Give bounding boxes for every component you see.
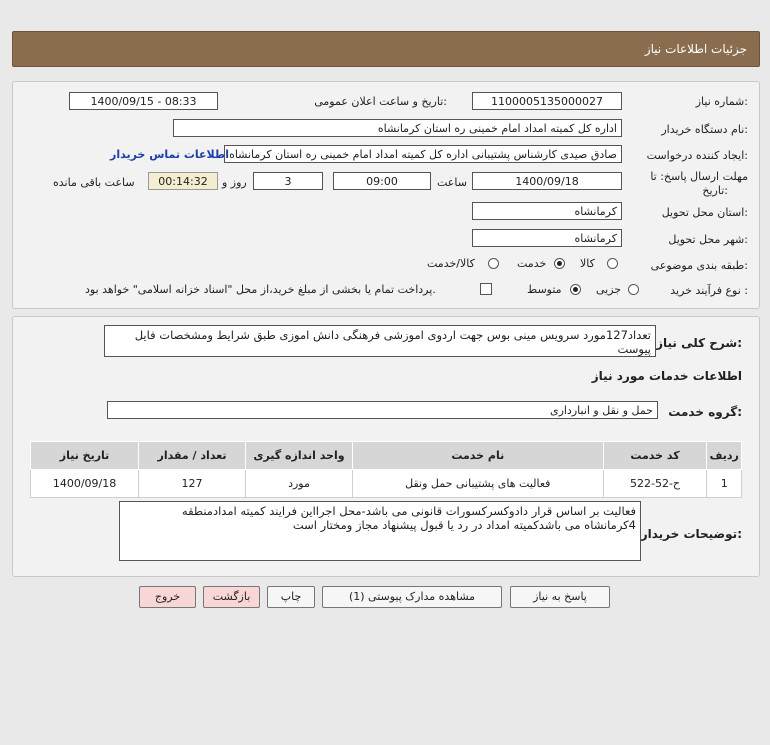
requester-field: صادق صیدی کارشناس پشتیبانی اداره کل کمیته امداد امام خمینی ره استان کرمانشاه bbox=[224, 145, 622, 163]
cell-qty: 127 bbox=[139, 470, 246, 498]
col-code-header: کد خدمت bbox=[603, 442, 707, 470]
treasury-note: پرداخت تمام یا بخشی از مبلغ خرید،از محل "اسناد خزانه اسلامی" خواهد بود. bbox=[85, 283, 436, 296]
col-unit-header: واحد اندازه گیری bbox=[246, 442, 353, 470]
cell-code: ح-52-522 bbox=[603, 470, 707, 498]
page-header bbox=[12, 31, 760, 67]
buyer-org-label: نام دستگاه خریدار: bbox=[661, 123, 748, 136]
summary-text bbox=[104, 325, 656, 357]
process-option-minor: جزیی bbox=[596, 283, 622, 296]
services-title: اطلاعات خدمات مورد نیاز bbox=[591, 369, 742, 383]
col-qty-header: تعداد / مقدار bbox=[139, 442, 246, 470]
buyer-org-field: اداره کل کمیته امداد امام خمینی ره استان کرمانشاه bbox=[173, 119, 622, 137]
days-label: روز و bbox=[222, 176, 247, 189]
reply-button[interactable]: پاسخ به نیاز bbox=[510, 586, 610, 608]
page-title: جزئیات اطلاعات نیاز bbox=[644, 42, 747, 56]
need-info-panel bbox=[12, 81, 760, 309]
category-label: طبقه بندی موضوعی: bbox=[650, 259, 748, 272]
col-date-header: تاریخ نیاز bbox=[31, 442, 139, 470]
exit-button[interactable]: خروج bbox=[139, 586, 196, 608]
buyer-contact-link[interactable]: اطلاعات تماس خریدار bbox=[110, 148, 230, 161]
col-name-header: نام خدمت bbox=[352, 442, 603, 470]
announce-datetime-field: 1400/09/15 - 08:33 bbox=[69, 92, 218, 110]
delivery-city-field: کرمانشاه bbox=[472, 229, 622, 247]
category-radio-goods[interactable] bbox=[607, 258, 618, 269]
view-attachments-button[interactable]: مشاهده مدارک پیوستی (1) bbox=[322, 586, 502, 608]
buyer-notes-label: توضیحات خریدار: bbox=[640, 527, 742, 541]
need-number-field: 1100005135000027 bbox=[472, 92, 622, 110]
summary-label: شرح کلی نیاز: bbox=[656, 336, 742, 350]
announce-label: تاریخ و ساعت اعلان عمومی: bbox=[314, 95, 447, 108]
buyer-notes-line2: 4کرمانشاه می باشدکمیته امداد در رد یا قبول پیشنهاد مجاز ومختار است bbox=[292, 518, 636, 532]
service-group-field: حمل و نقل و انبارداری bbox=[107, 401, 658, 419]
delivery-province-field: کرمانشاه bbox=[472, 202, 622, 220]
category-radio-service[interactable] bbox=[554, 258, 565, 269]
category-option-service: خدمت bbox=[517, 257, 547, 270]
requester-label: ایجاد کننده درخواست: bbox=[646, 149, 748, 162]
process-radio-medium[interactable] bbox=[570, 284, 581, 295]
need-number-label: شماره نیاز: bbox=[695, 95, 748, 108]
back-button[interactable]: بازگشت bbox=[203, 586, 260, 608]
process-option-medium: متوسط bbox=[527, 283, 562, 296]
table-header-row bbox=[31, 442, 742, 470]
remaining-label: ساعت باقی مانده bbox=[53, 176, 135, 189]
category-option-goods-service: کالا/خدمت bbox=[427, 257, 475, 270]
buyer-notes-line1: فعالیت بر اساس قرار دادوکسرکسورات قانونی می باشد-محل اجرااین فرایند کمیته امدادمنطقه bbox=[181, 504, 636, 518]
treasury-checkbox[interactable] bbox=[480, 283, 492, 295]
col-row-header: ردیف bbox=[707, 442, 742, 470]
cell-row: 1 bbox=[707, 470, 742, 498]
deadline-time-field: 09:00 bbox=[333, 172, 431, 190]
summary-text-content: تعداد127مورد سرویس مینی بوس جهت اردوی اموزشی فرهنگی دانش اموزی طبق شرایط ومشخصات فایل پیوست bbox=[134, 328, 651, 356]
cell-name: فعالیت های پشتیبانی حمل ونقل bbox=[352, 470, 603, 498]
remaining-time-field: 00:14:32 bbox=[148, 172, 218, 190]
category-option-goods: کالا bbox=[580, 257, 595, 270]
process-radio-minor[interactable] bbox=[628, 284, 639, 295]
process-label: نوع فرآیند خرید : bbox=[670, 284, 748, 297]
table-row bbox=[31, 470, 742, 498]
deadline-label: مهلت ارسال پاسخ: تا bbox=[650, 170, 748, 183]
remaining-days-field: 3 bbox=[253, 172, 323, 190]
deadline-date-field: 1400/09/18 bbox=[472, 172, 622, 190]
category-radio-goods-service[interactable] bbox=[488, 258, 499, 269]
cell-unit: مورد bbox=[246, 470, 353, 498]
services-table bbox=[30, 441, 742, 498]
delivery-province-label: استان محل تحویل: bbox=[661, 206, 748, 219]
service-group-label: گروه خدمت: bbox=[668, 405, 742, 419]
delivery-city-label: شهر محل تحویل: bbox=[668, 233, 748, 246]
print-button[interactable]: چاپ bbox=[267, 586, 315, 608]
buyer-notes-box bbox=[119, 501, 641, 561]
cell-date: 1400/09/18 bbox=[31, 470, 139, 498]
deadline-time-label: ساعت bbox=[437, 176, 467, 189]
deadline-label-date: تاریخ: bbox=[702, 184, 728, 197]
